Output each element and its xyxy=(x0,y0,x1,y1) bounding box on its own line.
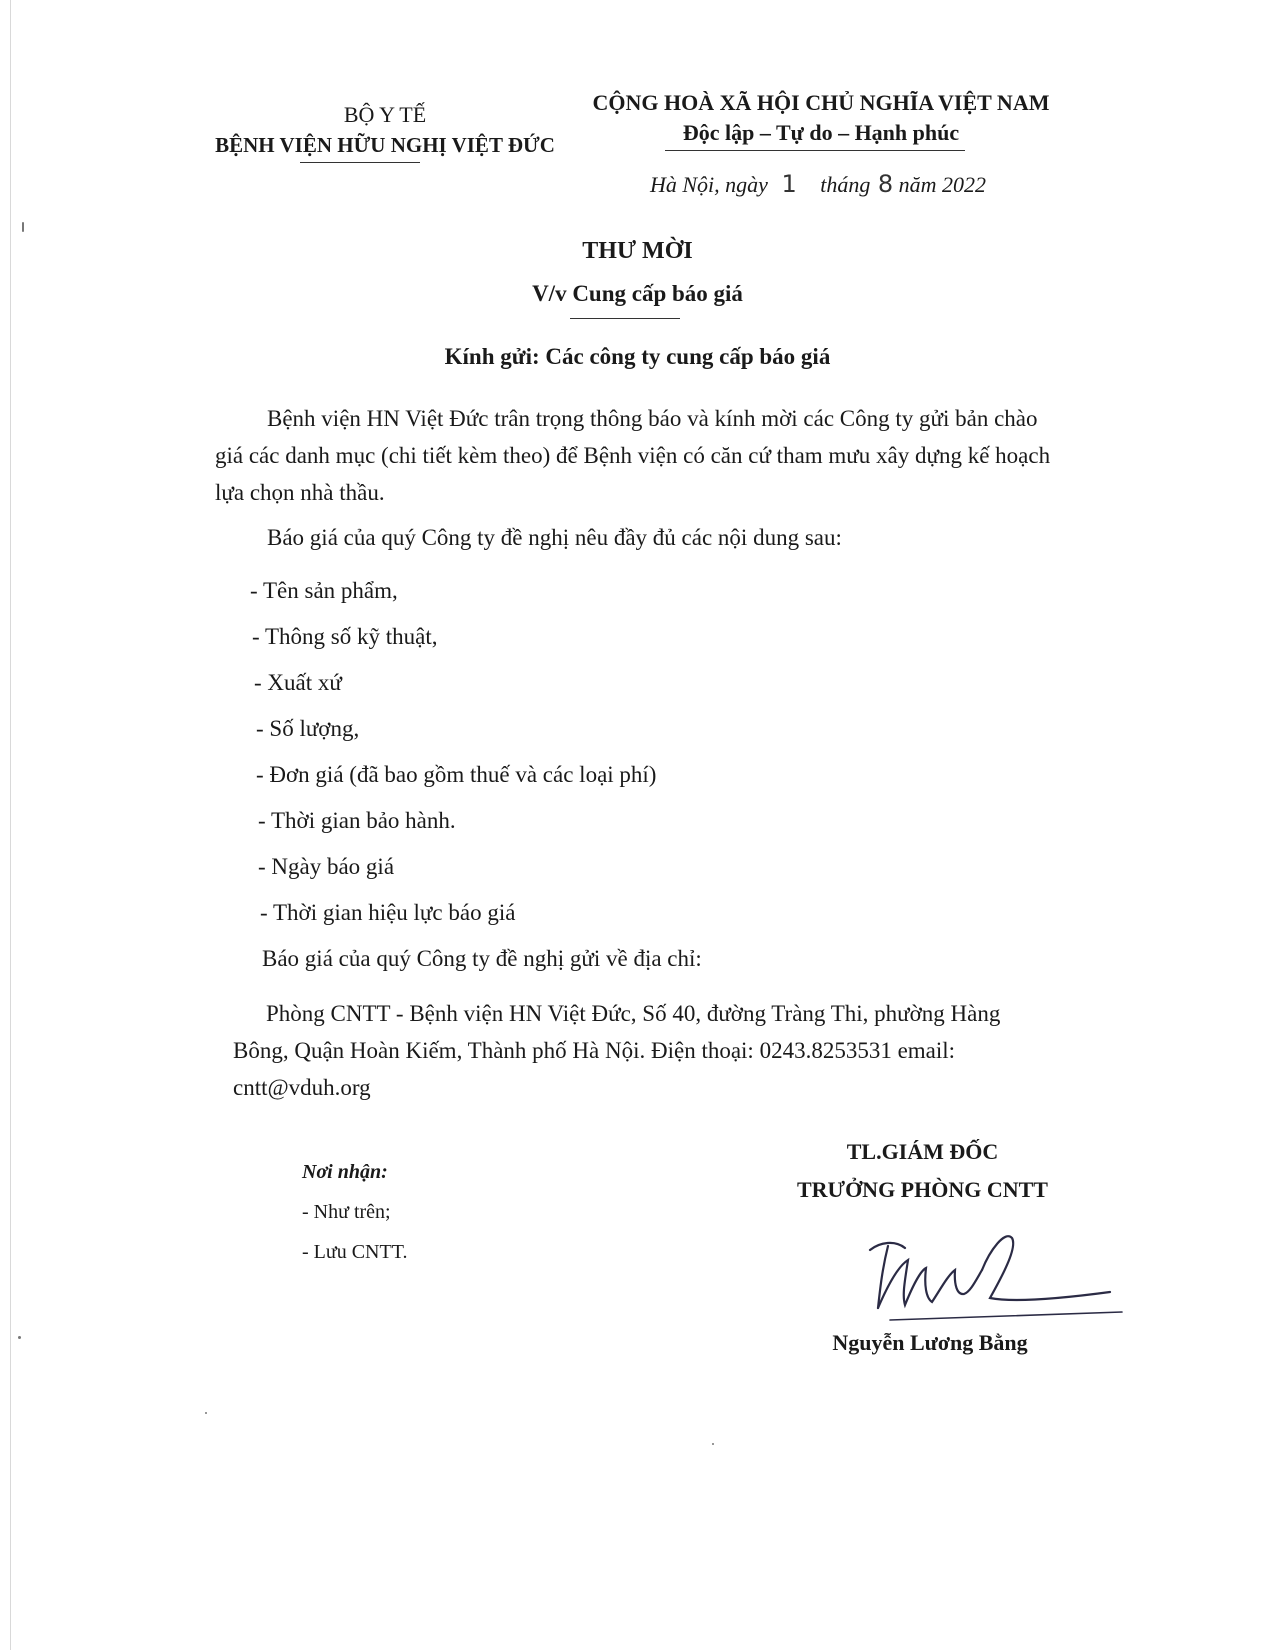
list-item: - Đơn giá (đã bao gồm thuế và các loại phí) xyxy=(256,762,657,787)
address-request: Báo giá của quý Công ty đề nghị gửi về địa chỉ: xyxy=(262,946,702,971)
signer-position: TRƯỞNG PHÒNG CNTT xyxy=(797,1177,1048,1202)
scan-speck xyxy=(18,1336,21,1339)
list-item: - Thời gian bảo hành. xyxy=(258,808,456,833)
address-paragraph: Phòng CNTT - Bệnh viện HN Việt Đức, Số 40, đường Tràng Thi, phường Hàng Bông, Quận Hoàn Kiếm, Thành phố Hà Nội. Điện thoại: 0243.8253531 email: cntt@vduh.org xyxy=(233,1001,1001,1100)
list-item: - Ngày báo giá xyxy=(258,854,395,879)
receiver-item: - Lưu CNTT. xyxy=(302,1241,408,1263)
ministry-name: BỘ Y TẾ xyxy=(343,102,427,127)
date-line xyxy=(650,170,986,198)
list-item: - Xuất xứ xyxy=(254,670,342,695)
receivers-title: Nơi nhận: xyxy=(302,1161,388,1183)
hospital-name: BỆNH VIỆN HỮU NGHỊ VIỆT ĐỨC xyxy=(215,133,555,157)
intro-paragraph: Bệnh viện HN Việt Đức trân trọng thông báo và kính mời các Công ty gửi bản chào giá các danh mục (chi tiết kèm theo) để Bệnh viện có căn cứ tham mưu xây dựng kế hoạch lựa chọn nhà thầu. xyxy=(215,406,1051,505)
republic-name: CỘNG HOÀ XÃ HỘI CHỦ NGHĨA VIỆT NAM xyxy=(592,90,1050,115)
date-day-handwritten: 1 xyxy=(781,170,797,198)
scan-speck xyxy=(712,1443,714,1445)
document-title: THƯ MỜI xyxy=(582,238,693,264)
date-prefix: Hà Nội, ngày xyxy=(650,172,768,197)
scan-speck xyxy=(205,1412,207,1414)
signer-authority: TL.GIÁM ĐỐC xyxy=(846,1139,999,1164)
motto: Độc lập – Tự do – Hạnh phúc xyxy=(682,120,960,145)
content-request: Báo giá của quý Công ty đề nghị nêu đầy đủ các nội dung sau: xyxy=(267,525,842,550)
signer-block xyxy=(780,1133,1065,1209)
date-month-handwritten: 8 xyxy=(877,170,894,198)
signer-name: Nguyễn Lương Bằng xyxy=(832,1330,1028,1355)
date-month-label: tháng xyxy=(820,172,871,197)
handwritten-signature xyxy=(860,1220,1130,1330)
receivers-block xyxy=(302,1152,407,1272)
list-item: - Số lượng, xyxy=(256,716,360,741)
issuer-underline xyxy=(300,162,420,163)
national-heading xyxy=(578,88,1064,148)
motto-underline xyxy=(665,150,965,151)
requirements-list xyxy=(250,568,656,936)
scan-speck xyxy=(22,222,24,232)
document-subject: V/v Cung cấp báo giá xyxy=(532,281,743,306)
list-item: - Thời gian hiệu lực báo giá xyxy=(260,900,516,925)
date-suffix: năm 2022 xyxy=(898,172,987,197)
subject-underline xyxy=(570,318,680,319)
list-item: - Tên sản phẩm, xyxy=(250,578,398,603)
list-item: - Thông số kỹ thuật, xyxy=(252,624,438,649)
issuer-block xyxy=(200,100,570,160)
receiver-item: - Như trên; xyxy=(302,1201,391,1223)
recipient-line: Kính gửi: Các công ty cung cấp báo giá xyxy=(444,344,831,369)
